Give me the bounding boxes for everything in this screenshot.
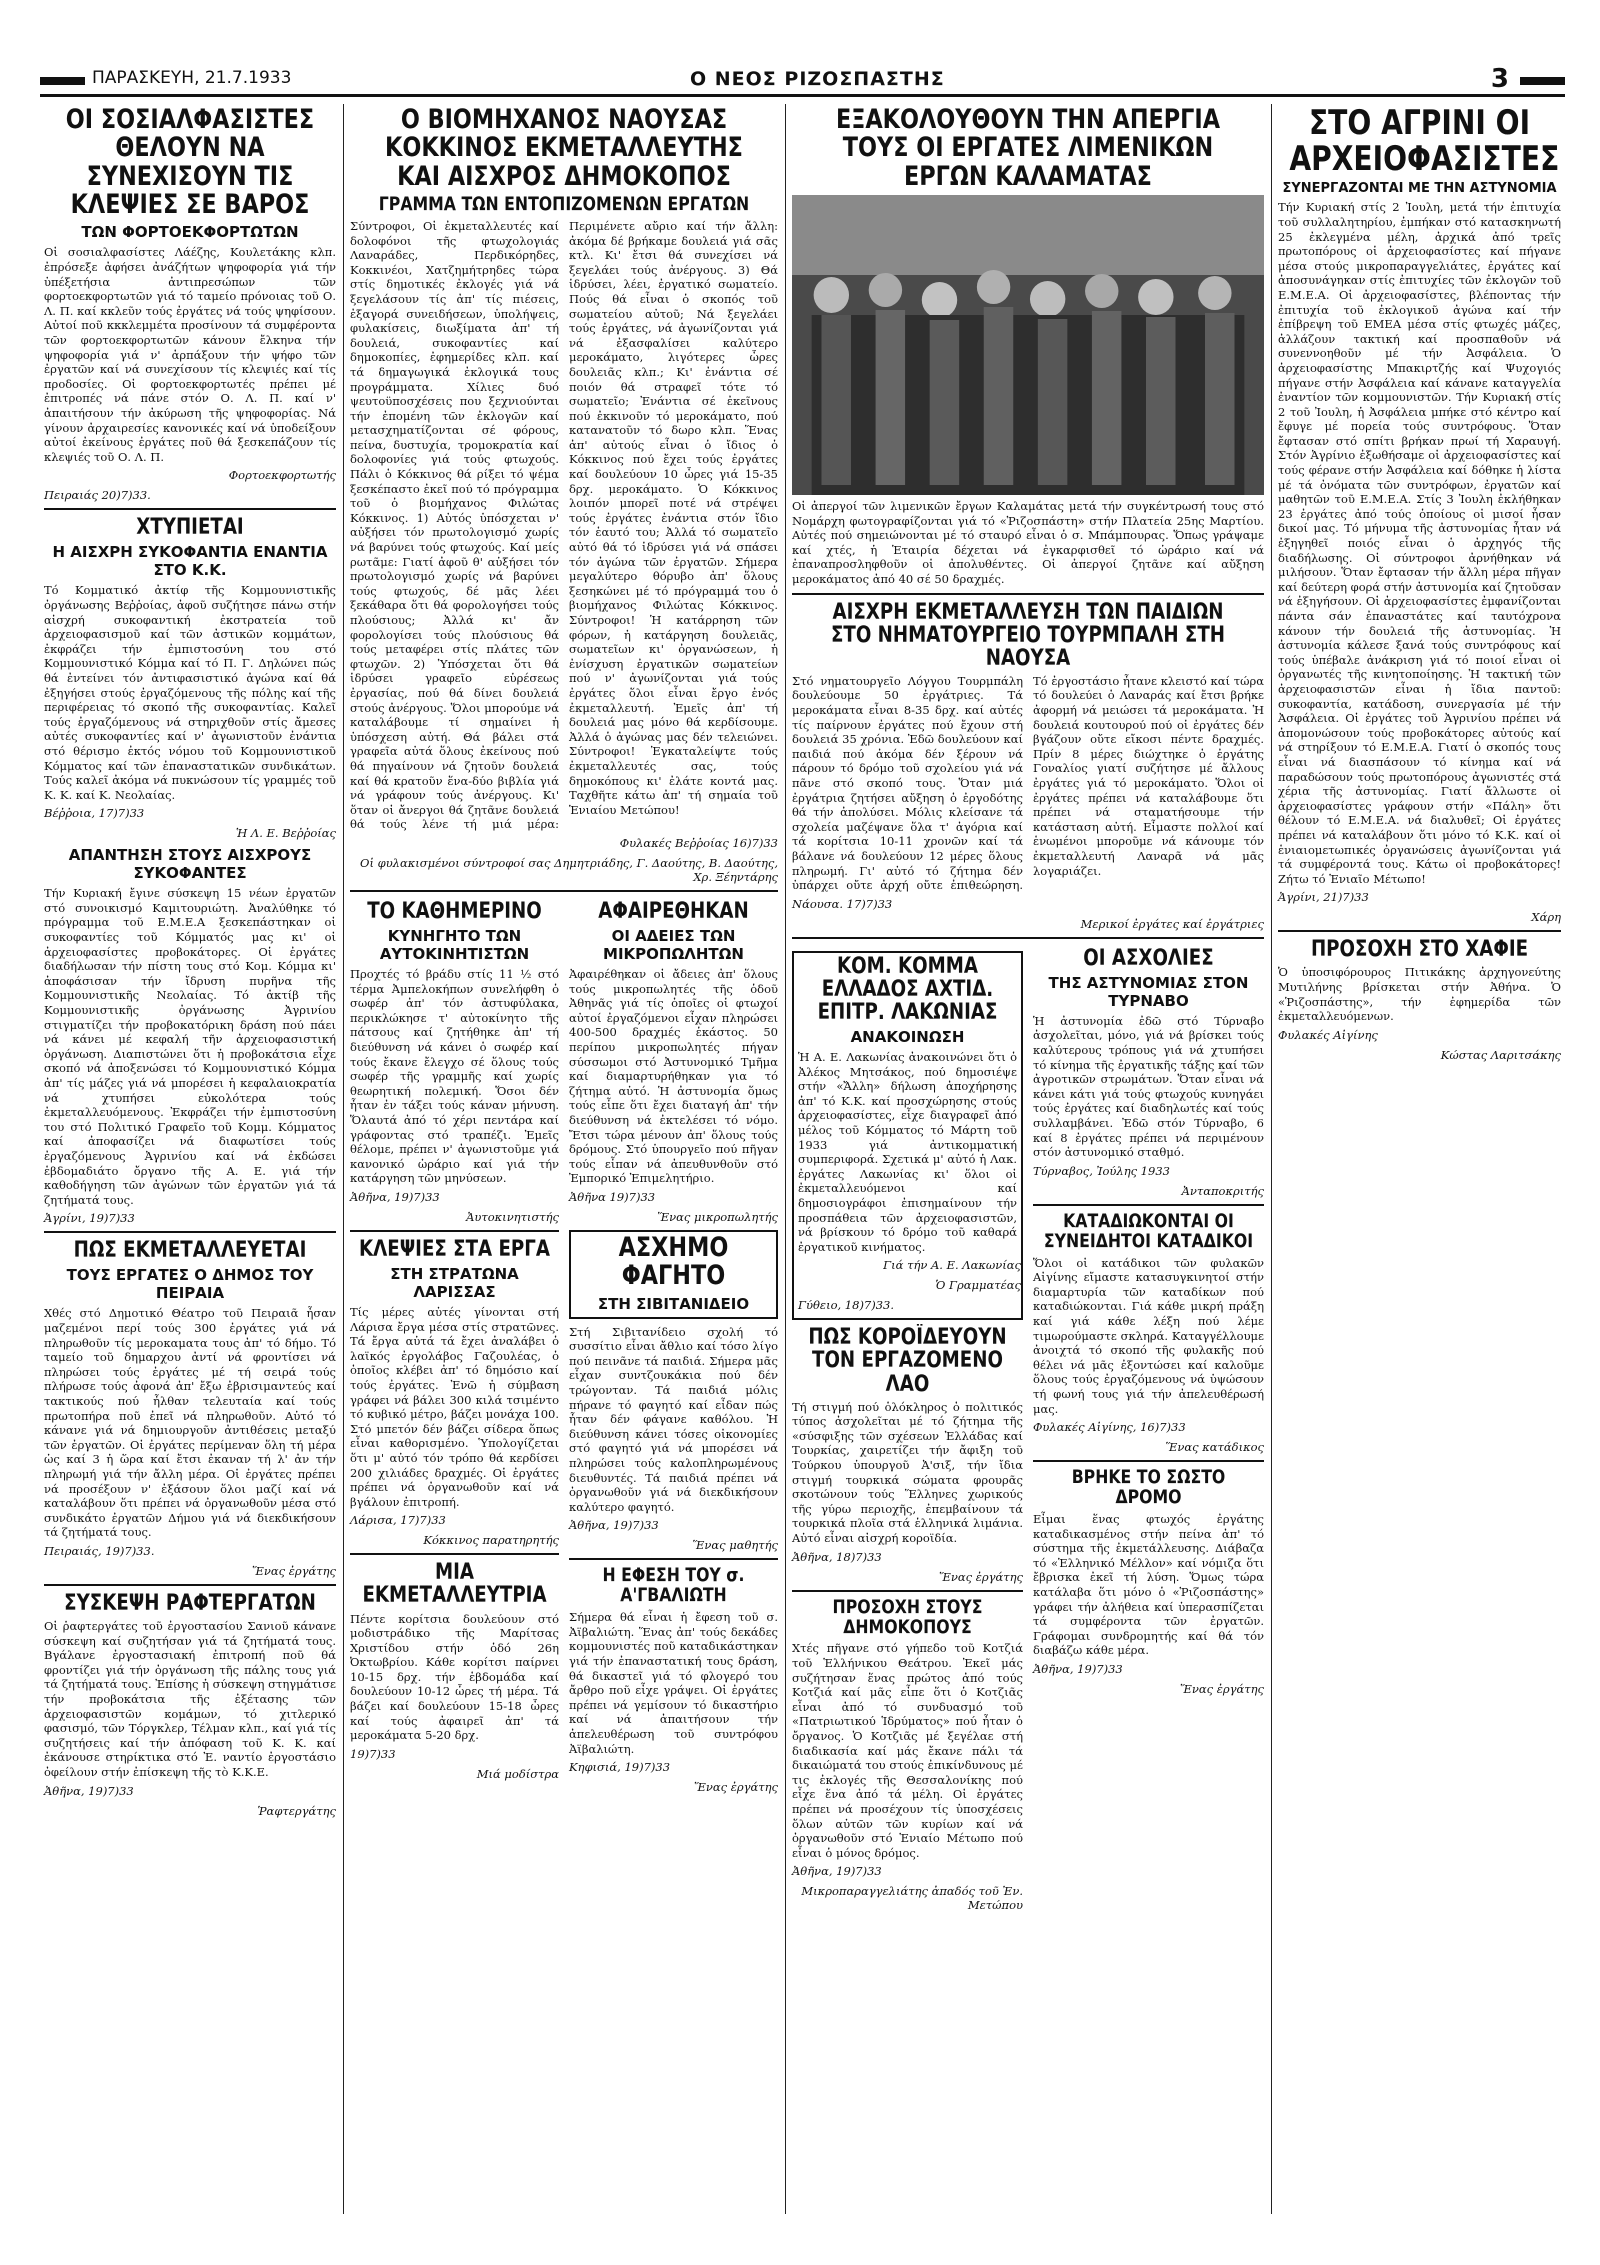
article-signature: Ἕνας ἐργάτης <box>1179 1682 1264 1697</box>
article-body: Εἶμαι ἕνας φτωχός ἐργάτης καταδικασμένος στήν πείνα ἀπ' τό σύστημα τῆς ἐκμετάλλευσης. Διάβαζα τό «Ἑλληνικό Μέλλον» καί νόμιζα ὅτι ἔβρισκα ἐκεῖ τή λύση. Ὅμως τώρα κατάλαβα ὅτι μόνο ὁ «Ῥιζοσπάστης» γράφει τήν ἀλήθεια καί ὑπερασπίζεται τά συμφέροντα τῶν ἐργατῶν. Γράφομαι συνδρομητής καί θά τόν διαβάζω κάθε μέρα. <box>1033 1512 1264 1658</box>
article-signature: Ἕνας κατάδικος <box>1165 1440 1264 1455</box>
photo-caption: Οἱ ἀπεργοί τῶν λιμενικῶν ἔργων Καλαμάτας μετά τήν συγκέντρωσή τους στό Νομάρχη φωτογραφίζονται γιά τό «Ῥιζοσπάστη» στήν Πλατεία 25ης Μαρτίου. Αὐτές πού σημειώνονται μέ τό σταυρό εἶναι ὁ σ. Μπάμπουρας. Ὅπως γράψαμε καί χτές, ἡ Ἑταιρία δέχεται νά ἐγκαρφισθεῖ τό ὡράριο καί νά ἐπαναπροσληφθοῦν οἱ ἀπολυθέντες. Οἱ ἀπεργοί ζητᾶνε καί αὔξηση μεροκάματος ἀπό 40 σέ 50 δραχμές. <box>792 499 1264 586</box>
subheadline: ΣΤΗ ΣΙΒΙΤΑΝΙΔΕΙΟ <box>597 1294 750 1313</box>
article-child-exploitation <box>792 601 1264 931</box>
article-signature: Μικροπαραγγελιάτης ἀπαδός τοῦ Ἐν. Μετώπου <box>801 1884 1023 1913</box>
divider <box>792 1590 1023 1592</box>
article-body: Τίς μέρες αὐτές γίνονται στή Λάρισα ἔργα μέσα στίς στρατῶνες. Τά ἔργα αὐτά τά ἔχει ἀναλάβει ὁ λαϊκός ἐργολάβος Γαζουλέας, ὁ ὁποῖος κλέβει ἀπ' τό δημόσιο καί τούς ἐργάτες. Ἐνῶ ἡ σύμβαση γράφει νά βάλει 300 κιλά τσιμέντο τό κυβικό μέτρο, βάζει μονάχα 100. Στό μπετόν δέν βάζει σίδερα ὅπως εἶναι καθορισμένο. Ὑπολογίζεται ὅτι μ' αὐτό τόν τρόπο θά κερδίσει 200 χιλιάδες δραχμές. Οἱ ἐργάτες πρέπει νά ὀργανωθοῦν καί νά βγάλουν ἐπιτροπή. <box>350 1305 559 1509</box>
subheadline: ΓΡΑΜΜΑ ΤΩΝ ΕΝΤΟΠΙΖΟΜΕΝΩΝ ΕΡΓΑΤΩΝ <box>378 193 750 216</box>
page-header <box>40 64 1565 94</box>
article-body: Ὅλοι οἱ κατάδικοι τῶν φυλακῶν Αἰγίνης εἴμαστε κατασυγκινητοί στήν διαμαρτυρία τῶν καταδίκων πού καταδιώκονται. Γιά κάθε μικρή πράξη καί γιά κάθε λέξη πού λέμε τιμωρούμαστε σκληρά. Καταγγέλλουμε ἀνοιχτά τό σκοπό τῆς φυλακῆς πού θέλει νά μᾶς ἐξοντώσει καί καλοῦμε ὅλους τούς ἐργαζόμενους νά ὑψώσουν τή φωνή τους γιά τήν ἀπελευθέρωσή μας. <box>1033 1255 1264 1416</box>
subheadline: ΟΙ ΑΔΕΙΕΣ ΤΩΝ ΜΙΚΡΟΠΩΛΗΤΩΝ <box>603 927 744 963</box>
striker-figure <box>977 270 1010 304</box>
divider <box>569 1558 778 1560</box>
article-body: Τό Κομματικό ἀκτίφ τῆς Κομμουνιστικῆς ὀργάνωσης Βεῤῥοίας, ἀφοῦ συζήτησε πάνω στήν αἰσχρή συκοφαντική ἐκστρατεία τοῦ ἀρχειοφασισμοῦ καί τῶν ἀστικῶν κομμάτων, ἐκφράζει τήν ἐμπιστοσύνη του στό Κομμουνιστικό Κόμμα καί τό Π. Γ. Δηλώνει πώς θά ἐντείνει τόν ἀντιφασιστικό ἀγώνα καί θά ἐξηγήσει στούς ἐργαζόμενους τῆς πόλης καί τῆς περιφέρειας τό σκοπό τῆς συκοφαντίας. Καλεῖ τούς ἐργαζόμενους νά στηριχθοῦν στίς ἄμεσες αὐτές συκοφαντίες καί ν' ἀγωνιστοῦν ἐνάντια στό θέρισμο ἐκτός νόμου τοῦ Κομμουνιστικοῦ Κόμματος καί τῶν ἐπαναστατικῶν συνδικάτων. Τούς καλεῖ ἀκόμα νά πυκνώσουν τίς γραμμές τοῦ Κ. Κ. καί Κ. Νεολαίας. <box>44 583 336 802</box>
article-signature: Κώστας Λαριτσάκης <box>1440 1047 1561 1062</box>
article-signature: Ἕνας μαθητής <box>692 1538 778 1553</box>
subheadline: Η ΑΙΣΧΡΗ ΣΥΚΟΦΑΝΤΙΑ ΕΝΑΝΤΙΑ ΣΤΟ Κ.Κ. <box>52 543 328 580</box>
headline: ΜΙΑ ΕΚΜΕΤΑΛΛΕΥΤΡΙΑ <box>362 1560 547 1609</box>
article-signature: Χάρη <box>1531 910 1561 925</box>
lower-left <box>792 945 1023 1919</box>
article-dateline: Λάρισα, 17)7)33 <box>350 1513 446 1528</box>
column-rule <box>343 104 344 2214</box>
article-dateline: Ἀθῆνα, 19)7)33 <box>1033 1662 1123 1677</box>
article-body: Προχτές τό βράδυ στίς 11 ½ στό τέρμα Ἀμπελοκήπων συνελήφθη ὁ σωφέρ ἀπ' τόν ἀστυφύλακα, περικλώκησε τ' αὐτοκίνητο τῆς πάτσους καί ζητήθηκε ἀπ' τή διεύθυνση νά κάνει ὁ σωφέρ καί τούς ἔκανε ἔλεγχο σέ ὅλους τούς σωφέρ τῆς γραμμῆς καί χωρίς θεωρητική πολεμική. Ὅσοι δέν ἦταν ἐν τάξει τούς κάναν μήνυση. Ὅλαυτά ἀπό τό χέρι πεντάρα καί γράφοντας στό τραπέζι. Ἐμεῖς θέλομε, πρέπει ν' ἀγωνιστοῦμε γιά κανονικό ὡράριο καί γιά τήν κατάργηση τῶν μηνύσεων. <box>350 967 559 1186</box>
headline: ΠΩΣ ΚΟΡΟΪΔΕΥΟΥΝ ΤΟΝ ΕΡΓΑΖΟΜΕΝΟ ΛΑΟ <box>808 1325 1007 1397</box>
divider <box>44 508 336 510</box>
article-dateline: Ἀγρίνι, 21)7)33 <box>1278 890 1369 905</box>
article-dateline: Βέῤῥοια, 17)7)33 <box>44 806 145 821</box>
article-informer <box>1278 938 1561 1061</box>
divider <box>1278 930 1561 932</box>
article-signature: Ἕνας ἐργάτης <box>938 1569 1023 1584</box>
header-rule <box>40 94 1565 97</box>
article-dateline: Φυλακές Αἰγίνης, 16)7)33 <box>1033 1420 1186 1435</box>
subheadline: ΣΥΝΕΡΓΑΖΟΝΤΑΙ ΜΕ ΤΗΝ ΑΣΤΥΝΟΜΙΑ <box>1282 181 1557 197</box>
article-dateline: Γύθειο, 18)7)33. <box>798 1298 895 1313</box>
article-dateline: Πειραιάς 20)7)33. <box>44 488 151 503</box>
article-body: Τή στιγμή πού ὁλόκληρος ὁ πολιτικός τύπος ἀσχολεῖται μέ τό ζήτημα τῆς «σύσφιξης τῶν σχέσεων Ἑλλάδας καί Τουρκίας, χαιρετίζει τήν ἄφιξη τοῦ Τούρκου ὑπουργοῦ Ἀ'σιξ, τήν ἴδια στιγμή τουρκικά σώματα φρουρᾶς σκοτώνουν τούς Ἕλληνες χωρικούς τῆς γύρω περιοχῆς, ἐπεμβαίνουν τά τουρκικά πλοῖα στά ἑλληνικά λιμάνια. Αὐτό εἶναι αἰσχρή κοροϊδία. <box>792 1399 1023 1545</box>
article-dateline: Ἀγρίνι, 19)7)33 <box>44 1211 135 1226</box>
column-1 <box>40 104 340 2214</box>
article-dateline: Τύρναβος, Ἰούλης 1933 <box>1033 1163 1170 1178</box>
headline: ΠΡΟΣΟΧΗ ΣΤΟ ΧΑΦΙΕ <box>1310 937 1529 963</box>
headline: ΣΥΣΚΕΨΗ ΡΑΦΤΕΡΓΑΤΩΝ <box>64 1590 316 1616</box>
article-signature: Φορτοεκφορτωτής <box>228 468 336 483</box>
headline: ΟΙ ΑΣΧΟΛΙΕΣ <box>1083 945 1214 971</box>
article-signature: Ἕνας μικροπωλητής <box>657 1209 778 1224</box>
issue-date: ΠΑΡΑΣΚΕΥΗ, 21.7.1933 <box>92 68 292 88</box>
headline: ΑΠΑΝΤΗΣΗ ΣΤΟΥΣ ΑΙΣΧΡΟΥΣ ΣΥΚΟΦΑΝΤΕΣ <box>68 846 312 883</box>
headline: ΧΤΥΠΙΕΤΑΙ <box>136 515 244 541</box>
column-3 <box>788 104 1268 2214</box>
lower-right <box>569 898 778 1800</box>
article-signature: Φυλακές Βεῤῥοίας 16)7)33 <box>619 835 778 850</box>
divider <box>350 890 778 892</box>
headline: ΑΣΧΗΜΟ ΦΑΓΗΤΟ <box>618 1231 729 1292</box>
striker-figure <box>1198 276 1231 310</box>
article-signatories: Οἱ φυλακισμένοι σύντροφοί σας Δημητριάδης, Γ. Δαούτης, Β. Δαούτης, Χρ. Ξέηντάρης <box>360 855 778 884</box>
divider <box>44 1231 336 1233</box>
article-body: Στό νηματουργεῖο Λόγγου Τουρμπάλη δουλεύουμε 50 ἐργάτριες. Τά μεροκάματα εἶναι 8-35 δρχ. καί αὐτές τίς παίρνουν ἐργάτες πού ἔχουν στή δουλειά 35 χρόνια. Ἐδῶ δουλεύουν καί παιδιά πού ἀκόμα δέν ξέρουν νά πάρουν τό δρόμο τοῦ σχολείου γιά νά πᾶνε στό σκοπό τους. Ὅταν μιά ἐργάτρια ζητήσει αὔξηση ὁ ἐργοδότης θά τήν ἀπολύσει. Μόλις κλείσανε τά σχολεία μαζέψανε ὅλα τ' ἀγόρια καί τά κορίτσια 10-11 χρονῶν καί τά βάλανε νά δουλεύουν 12 μέρες ὅλους πληρωμή. Γι' αὐτό τό ζήτημα δέν ὑπάρχει οὔτε ἀρχή οὔτε ἐπιθεώρηση. Τό ἐργοστάσιο ἦτανε κλειστό καί τώρα τό δουλεύει ὁ Λαναράς καί ἔτσι βρήκε ἀφορμή νά μειώσει τά μεροκάματα. Ἡ δουλειά κουτουρού πού οἱ ἐργάτες δέν βγάζουν οὔτε εἴκοσι πέντε δραχμές. Πρίν 8 μέρες διώχτηκε ὁ ἐργάτης Γοναλίος γιατί συζήτησε μέ ἄλλους ἐργάτες γιά τό μεροκάματο. Ὅλοι οἱ ἐργάτες πρέπει νά καταλάβουμε ὅτι πρέπει νά σταματήσουμε τήν κατάσταση αὐτή. Εἶμαστε πολλοί καί ἑνωμένοι μποροῦμε νά κάνουμε τόν ἐκμεταλλευτή Λαναρᾶ νά μᾶς λογαριάζει. <box>792 673 1264 893</box>
article-body: Οἱ σοσιαλφασίστες Λάέζης, Κουλετάκης κλπ. ἐπρόσεξε ἀφήσει ἀνάζήτων ψηφοφορία γιά τήν ὑπέξετήσια ἀντιπρεσώπων τῶν φορτοεκφορτωτῶν γιά τό ταμείο πρόνοιας τοῦ Ο. Λ. Π. καί κκλεῦν τούς ἐργάτες νά τούς ψηφίσουν. Αὐτοί ποῦ κκκλεμμέτα προσίνουν τά συμφέροντα τῶν φορτοεκφορτωτῶν κάνουν ἔλκηνα τήν ψηφοφορία γιά ν' ἁρπάξουν τήν ψήφο τῶν ἐργατῶν καί νά συνεχίσουν τίς κλεψιές καί τίς προδοσίες. Οἱ φορτοεκφορτωτές πρέπει μέ ἐπιτροπές νά πάνε στόν Ο. Λ. Π. καί ν' ἀπαιτήσουν τήν ἀκύρωση τῆς ψηφοφορίας. Νά γίνουν ἀρχαιρεσίες κανονικές καί νά ὑποδείξουν αὐτοί ἐκείνους ἐργάτες ποῦ θά ξεσκεπάζουν τίς κλεψιές τοῦ Ο. Λ. Π. <box>44 245 336 464</box>
article-slander <box>44 516 336 840</box>
lower-left <box>350 898 559 1800</box>
article-dateline: Νάουσα. 17)7)33 <box>792 896 893 911</box>
article-body: Ἡ ἀστυνομία ἐδῶ στό Τύρναβο ἀσχολεῖται, μόνο, γιά νά βρίσκει τούς καλύτερους τρόπους γιά νά χτυπήσει τό κίνημα τῆς ἐργατικῆς τάξης καί τῶν ἀγροτικῶν στρωμάτων. Ὅταν εἶναι νά κάνει κάτι γιά τούς φτωχούς κυνηγάει τούς ἐργάτες καί διαδηλωτές καί τούς συλλαμβάνει. Ἐδῶ στόν Τύρναβο, 6 καί 8 ἐργάτες πρέπει νά περιμένουν στόν ἀστυνομικό σταθμό. <box>1033 1013 1264 1160</box>
article-body: Τήν Κυριακή στίς 2 Ἰουλη, μετά τήν ἐπιτυχία τοῦ συλλαλητηρίου, ἐμπήκαν στό κατασκηνωτή 25 ἐκλεγμένα μέλη, ἀρχικά ἀπό τρεῖς πρωτοπόρους οἱ ἀρχειοφασίστες καί πήγανε μέσα στούς μικροπαραγγελιάτες, ἐργάτες καί ἀποσυνάγηκαν στίς ἐπιτυχίες τῶν ἐκλογῶν τοῦ Ε.Μ.Ε.Α. Οἱ ἀρχειοφασίστες, βλέποντας τήν ἐπιτυχία τοῦ ἐκλογικοῦ ἀγώνα καί τήν ἐπίβρεψη τοῦ ΕΜΕΑ μέσα στίς φτωχές μάζες, ἀλλάζουν τακτική καί προσπαθοῦν νά συνεννοηθοῦν μέ τήν Ἀσφάλεια. Ὁ ἀρχειοφασίστης Μπακιρτζής καί Ψυχογιός πήγανε στήν Ἀσφάλεια καί κάνανε καταγγελία ἐναντίον τῶν κομμουνιστῶν. Τήν Κυριακή στίς 2 τοῦ Ἰουλη, ἡ Ἀσφάλεια μπήκε στό κέντρο καί ἔφυγε μέ πορεία τούς συντρόφους. Ὅταν ἔφτασαν στό σπίτι βρήκαν πρωί τή Χαραυγή. Στόν Ἀγρίνιο ἐξωθήσαμε οἱ ἀρχειοφασίστες καί τούς φέρανε στήν Ἀσφάλεια καί δόθηκε ἡ λίστα μέ τά ὀνόματα τῶν συντρόφων, ἐργατῶν καί μαθητῶν τοῦ Ε.Μ.Ε.Α. Στίς 3 Ἰουλη ἐκλήθηκαν 23 ἐργάτες ἀπό τούς ὁποίους οἱ μισοί ἦσαν δικοί μας. Τό μήνυμα τῆς ἀστυνομίας ἦταν νά ἐξηγηθεῖ ποιός εἶναι ὁ ἀρχηγός τῆς διαδήλωσης. Οἱ σύντροφοι ἀρνήθηκαν νά μιλήσουν. Ὅταν ἔφτασαν τήν ἄλλη μέρα πῆγαν καί δεύτερη φορά στήν ἀστυνομία καί ζητοῦσαν νά ἐξηγήσουν. Οἱ ἀρχειοφασίστες ἐμφανίζονται πάντα σάν ἐπαναστάτες καί ταυτόχρονα κάνουν τήν δουλειά τῆς ἀστυνομίας. Ἡ ἀστυνομία κάλεσε ξανά τούς συντρόφους καί τούς ὑπέβαλε ἀνάκριση γιά τό ποιοί εἶναι οἱ ὀργανωτές τῆς κινητοποίησης. Ἡ τακτική τῶν ἀρχειοφασιστῶν εἶναι ἡ ἴδια παντοῦ: συκοφαντία, κατάδοση, συνεργασία μέ τήν Ἀσφάλεια. Οἱ ἐργάτες τοῦ Ἀγρινίου πρέπει νά ἀπομονώσουν τούς προβοκάτορες αὐτούς καί νά στηρίξουν τό Ε.Μ.Ε.Α. Γιατί ὁ σκοπός τους εἶναι νά διασπάσουν τό κίνημα καί νά παραδώσουν τούς πρωτοπόρους ἀγωνιστές στά χέρια τῆς ἀστυνομίας. Γιατί ἄλλωστε οἱ ἀρχειοφασίστες γράφουν στήν «Πάλη» ὅτι θέλουν τό Ε.Μ.Ε.Α. νά διαλυθεῖ; Οἱ ἐργάτες πρέπει νά καταλάβουν ὅτι μόνο τό Κ.Κ. καί οἱ ἑνιαιομετωπικές ὀργανώσεις ἀγωνίζονται γιά τά συμφέροντά τους. Κάτω οἱ προβοκάτορες! Ζήτω τό Ἑνιαῖο Μέτωπο! <box>1278 200 1561 886</box>
article-dateline: Ἀθῆνα, 19)7)33 <box>44 1783 134 1798</box>
column-2 <box>346 104 782 2214</box>
column-4 <box>1274 104 1565 2214</box>
header-bar-right <box>1520 77 1565 85</box>
article-freight-workers <box>44 106 336 502</box>
article-signature: Ἀνταποκριτής <box>1181 1183 1264 1198</box>
headline: ΑΦΑΙΡΕΘΗΚΑΝ <box>598 898 749 924</box>
article-signature: Ἕνας ἐργάτης <box>693 1780 778 1795</box>
article-body: Ὁ ὑποσιφόρουρος Πιτικάκης ἀρχηγονεύτης Μυτιλήνης βρίσκεται στήν Ἀθήνα. Ὁ «Ῥιζοσπάστης», τήν ἐφημερίδα τῶν ἐκμεταλλευόμενων. <box>1278 965 1561 1024</box>
article-kalamata-strike <box>792 106 1264 587</box>
headline: ΚΛΕΨΙΕΣ ΣΤΑ ΕΡΓΑ <box>359 1236 550 1262</box>
article-dateline: Ἀθῆνα, 19)7)33 <box>569 1518 659 1533</box>
article-signature: Ἕνας ἐργάτης <box>251 1563 336 1578</box>
header-bar-left <box>40 77 85 85</box>
article-signature: Ἀυτοκινητιστής <box>466 1209 559 1224</box>
article-tailors <box>44 1592 336 1818</box>
striker-figure <box>1030 281 1065 317</box>
article-dateline: Ἀθῆνα, 19)7)33 <box>792 1864 882 1879</box>
striker-figure <box>869 273 902 307</box>
article-signature: Μιά μοδίστρα <box>476 1766 559 1781</box>
headline: ΤΟ ΚΑΘΗΜΕΡΙΝΟ <box>367 898 542 924</box>
headline: ΣΤΟ ΑΓΡΙΝΙ ΟΙ ΑΡΧΕΙΟΦΑΣΙΣΤΕΣ <box>1289 104 1560 179</box>
column-rule <box>785 104 786 2214</box>
article-for: Γιά τήν Α. Ε. Λακωνίας <box>883 1258 1021 1273</box>
article-body: Ἀφαιρέθηκαν οἱ ἄδειες ἀπ' ὅλους τούς μικροπωλητές τῆς ὁδοῦ Ἀθηνᾶς γιά τίς ὁποῖες οἱ φτωχοί αὐτοί ἐργαζόμενοι εἶχαν πληρώσει 400-500 δραχμές ἑκάστος. 50 περίπου μικροπωλητές πήγαν σύσσωμοι στό Ἀστυνομικό Τμῆμα καί διαμαρτυρήθηκαν για τό ζήτημα αὐτό. Ἡ ἀστυνομία ὅμως τούς εἶπε ὅτι ἔχει διαταγή ἀπ' τήν διεύθυνση νά ἐκτελέσει τό νόμο. Ἔτσι τώρα μένουν ἀπ' ὅλους τούς δρόμους. Στό ὑπουργεῖο πού πῆγαν τούς εἶπαν νά ἀπευθυνθοῦν στό Ἐμπορικό Ἐπιμελητήριο. <box>569 967 778 1186</box>
article-signature: Ἡ Λ. Ε. Βεῤῥοίας <box>235 826 336 841</box>
boxed-article <box>569 1230 778 1319</box>
headline: Ο ΒΙΟΜΗΧΑΝΟΣ ΝΑΟΥΣΑΣ ΚΟΚΚΙΝΟΣ ΕΚΜΕΤΑΛΛΕΥΤΗΣ ΚΑΙ ΑΙΣΧΡΟΣ ΔΗΜΟΚΟΠΟΣ <box>385 104 743 192</box>
lower-right <box>1033 945 1264 1919</box>
article-body: Οἱ ῥαφτεργάτες τοῦ ἐργοστασίου Σανιοῦ κάνανε σύσκεψη καί συζητήσαν γιά τά ζητήματά τους. Βγάλανε ἐργοστασιακή ἐπιτροπή ποῦ θά φροντίζει γιά τήν ὀργάνωση τῆς πάλης τους γιά τά ζητήματά τους. Ἐπίσης ἡ σύσκεψη στηγμάτισε τήν προβοκάτσια τῆς ἐξέτασης τῶν ἀρχειοφασιστῶν κομάμων, τό χιτλερικό φασισμό, τῶν Τόργκλερ, Τέλμαν κλπ., καί γιά τίς συζητήσεις καί τήν ἀπόφαση τοῦ Κ. Κ. καί ἐκάνουσε στηρίκτικα στό Ἐ. ναντίο ἐργοστάσιο ὀφείλουν στήν ἐπίσκεψη τῆς τὸ Κ.Κ.Ε. <box>44 1619 336 1779</box>
article-body: Τήν Κυριακή ἔγινε σύσκεψη 15 νέων ἐργατῶν στό συνοικισμό Καμιτουριώτη. Ἀναλύθηκε τό πρόγραμμα τοῦ Ε.Μ.Ε.Α ξεσκεπάστηκαν οἱ συκοφαντίες τοῦ Κόμματός μας κι' οἱ ἀρχειοφασίστες προβοκάτορες. Οἱ ἐργάτες διαδήλωσαν τήν πίστη τους στό Κομ. Κόμμα κι' ἀποφάσισαν τήν ἴδρυση πυρῆνα τῆς Κομμουνιστικῆς Νεολαίας. Τό ἀκτίβ τῆς Κομμουνιστικῆς ὀργάνωσης Ἀγρινίου στιγματίζει τήν προβοκατόρικη δράση πού πάει νά κάνει μέ κεφαλή τῆν ἀρχειοφασιστική ὀργάνωση. Διαπιστώνει ὅτι ἡ προβοκάτσια εἶχε σκοπό νά ἀποξενώσει τό Κομμουνιστικό Κόμμα ἀπ' τίς μάζες γιά νά μπορέσει ἡ κεφαλαιοκρατία νά χτυπήσει εὐκολότερα τούς ἐκμεταλλευόμενους. Ἐκφράζει τήν ἐμπιστοσύνη του στό Πολιτικό Γραφεῖο τοῦ Κομμ. Κόμματος καί ἀποφασίζει νά διαφωτίσει τούς ἐργαζόμενους Ἀγρινίου καί νά ἐκδώσει ἑβδομαδιάτο ὄργανο τῆς Α. Ε. γιά τήν καθοδήγηση τῶν ἀγώνων τῶν ἐργατῶν γιά τά ζητήματά τους. <box>44 886 336 1207</box>
divider <box>1033 1204 1264 1206</box>
subheadline: ΤΟΥΣ ΕΡΓΑΤΕΣ Ο ΔΗΜΟΣ ΤΟΥ ΠΕΙΡΑΙΑ <box>66 1266 314 1303</box>
article-body: Χτές πῆγανε στό γήπεδο τοῦ Κοτζιά τοῦ Ἑλλήνικου Θεάτρου. Ἐκεῖ μάς συζήτησαν ἕνας πρώτος ἀπό τούς Κοτζιά καί μᾶς εἶπε ὅτι ὁ Κοτζιᾶς εἶναι ἀπό τό συνδυασμό τοῦ «Πατριωτικού Ἱδρύματος» πού ἦταν ὁ ὄργανος. Ὁ Κοτζιᾶς μέ ξεγέλαε στή διαδικασία καί μάς ἔκανε πάλι τά δικαιώματά του στούς ἐπικίνδυνους μέ τις ἐκλογές τῆς Θεσσαλονίκης πού εἶχε ἕνα ἀπό τά μέλη. Οἱ ἐργάτες πρέπει νά προσέχουν τίς ὑποσχέσεις ὅλων αὐτῶν τῶν κυρίων καί νά ὀργανωθοῦν στό Ἑνιαίο Μέτωπο πού εἶναι ὁ μόνος δρόμος. <box>792 1641 1023 1860</box>
article-signature: Κόκκινος παρατηρητής <box>423 1533 559 1548</box>
newspaper-title: Ο ΝΕΟΣ ΡΙΖΟΣΠΑΣΤΗΣ <box>690 68 945 90</box>
article-body: Στή Σιβιτανίδειο σχολή τό συσσίτιο εἶναι ἄθλιο καί τόσο λίγο πού πεινᾶνε τά παιδιά. Σήμερα μᾶς εἶχαν συντζουκάκια πού δέν τρώγονταν. Τά παιδιά μόλις πήρανε τό φαγητό καί εἶδαν πώς ἦταν δέν φάγανε καθόλου. Ἡ διεύθυνση κάνει τόσες οἰκονομίες στό φαγητό γιά νά μπορέσει νά πληρώσει τούς καλοπληρωμένους διευθυντές. Τά παιδιά πρέπει νά ὀργανωθοῦν γιά νά διεκδικήσουν καλύτερο φαγητό. <box>569 1324 778 1514</box>
strike-photo <box>792 195 1264 495</box>
striker-figure <box>1085 274 1118 308</box>
subheadline: ΣΤΗ ΣΤΡΑΤΩΝΑ ΛΑΡΙΣΣΑΣ <box>390 1265 519 1301</box>
headline: ΕΞΑΚΟΛΟΥΘΟΥΝ ΤΗΝ ΑΠΕΡΓΙΑ ΤΟΥΣ ΟΙ ΕΡΓΑΤΕΣ ΛΙΜΕΝΙΚΩΝ ΕΡΓΩΝ ΚΑΛΑΜΑΤΑΣ <box>835 104 1221 192</box>
headline: Η ΕΦΕΣΗ ΤΟΥ σ. Α'ΓΒΑΛΙΩΤΗ <box>602 1564 745 1607</box>
subheadline: ΤΩΝ ΦΟΡΤΟΕΚΦΟΡΤΩΤΩΝ <box>81 223 299 242</box>
headline: ΚΑΤΑΔΙΩΚΟΝΤΑΙ ΟΙ ΣΥΝΕΙΔΗΤΟΙ ΚΑΤΑΔΙΚΟΙ <box>1043 1209 1254 1252</box>
lower-row <box>350 898 778 1800</box>
headline: ΠΩΣ ΕΚΜΕΤΑΛΛΕΥΕΤΑΙ <box>73 1238 307 1264</box>
divider <box>792 937 1264 939</box>
subheadline: ΤΗΣ ΑΣΤΥΝΟΜΙΑΣ ΣΤΟΝ ΤΥΡΝΑΒΟ <box>1048 973 1249 1010</box>
boxed-article <box>792 951 1023 1321</box>
page-number: 3 <box>1490 64 1509 94</box>
article-agrinio <box>1278 106 1561 924</box>
article-dateline: Ἀθῆνα, 19)7)33 <box>350 1189 440 1204</box>
headline: ΟΙ ΣΟΣΙΑΛΦΑΣΙΣΤΕΣ ΘΕΛΟΥΝ ΝΑ ΣΥΝΕΧΙΣΟΥΝ ΤΙΣ ΚΛΕΨΙΕΣ ΣΕ ΒΑΡΟΣ <box>65 104 315 221</box>
article-dateline: Πειραιάς, 19)7)33. <box>44 1543 155 1558</box>
divider <box>1033 1460 1264 1462</box>
article-from: Φυλακές Αἰγίνης <box>1278 1027 1378 1042</box>
divider <box>792 593 1264 595</box>
article-dateline: 19)7)33 <box>350 1746 396 1761</box>
headline: ΒΡΗΚΕ ΤΟ ΣΩΣΤΟ ΔΡΟΜΟ <box>1071 1466 1226 1509</box>
article-body: Σήμερα θά εἶναι ἡ ἔφεση τοῦ σ. Ἀϊβαλιώτη. Ἕνας ἀπ' τούς δεκάδες κομμουνιστές ποῦ καταδικάστηκαν γιά τήν ἐπαναστατική τους δράση, θά δικαστεῖ γιά τό φλογερό του ἄρθρο ποῦ εἶχε γράψει. Οἱ ἐργάτες πρέπει νά γεμίσουν τό δικαστήριο καί νά ἀπαιτήσουν τήν ἀπελευθέρωση τοῦ συντρόφου Ἀϊβαλιώτη. <box>569 1610 778 1756</box>
article-body: Πέντε κορίτσια δουλεύουν στό μοδιστράδικο τῆς Μαρίτσας Χριστίδου στήν ὁδό 26η Ὀκτωβρίου. Κάθε κορίτσι παίρνει 10-15 δρχ. τήν ἑβδομάδα καί δουλεύουν 10-12 ὧρες τή μέρα. Τά βάζει καί δουλεύουν 15-18 ὧρες καί τούς ἀφαιρεῖ ἀπ' τά μεροκάματα 5-20 δρχ. <box>350 1611 559 1743</box>
lower-row <box>792 945 1264 1919</box>
article-naousa-industrialist <box>350 106 778 884</box>
article-body: Χθές στό Δημοτικό Θέατρο τοῦ Πειραιᾶ ἦσαν μαζεμένοι περί τούς 300 ἐργάτες γιά νά πληρωθοῦν τίς μεροκαματα τους ἀπ' τό δήμο. Τό ταμείο τοῦ δημαρχου ἀντί νά φροντίσει νά πληρώσει τούς ἐργάτες μέ τή σειρά τούς πλήρωσε τούς ἀφονά ἀπ' ἔξω ἐβρισιμαντεύς καί τακτικούς πού ἦλθαν τελευταία καί τούς πρωτοπήρα ποῦ ἐπεῖ νά πληρωθοῦν. Αὐτό τό κάνανε γιά νά δημιουργοῦν ἀντιθέσεις μεταξύ τῶν ἐργατῶν. Οἱ ἐργάτες περίμεναν ὅλη τή μέρα ὡς καί 3 ἡ ὥρα καί ἔτσι ἐκαναν τή λ' ἀν τήν πληρωμή γιά τήν ἄλλη μέρα. Οἱ ἐργάτες πρέπει νά προσέξουν ν' ἐξάσουν ὅλοι μαζί καί νά καταλάβουν ὅτι πρέπει νά ὀργανωθοῦν μέσα στό συνδικάτο ἐργατῶν Δήμου γιά νά διεκδικήσουν τά ζητήματά τους. <box>44 1306 336 1540</box>
subheadline: ΚΥΝΗΓΗΤΟ ΤΩΝ ΑΥΤΟΚΙΝΗΤΙΣΤΩΝ <box>379 927 530 963</box>
article-dateline: Ἀθῆνα, 18)7)33 <box>792 1549 882 1564</box>
divider <box>44 1584 336 1586</box>
headline: ΚΟΜ. ΚΟΜΜΑ ΕΛΛΑΔΟΣ ΑΧΤΙΔ. ΕΠΙΤΡ. ΛΑΚΩΝΙΑΣ <box>817 953 998 1025</box>
headline: ΑΙΣΧΡΗ ΕΚΜΕΤΑΛΛΕΥΣΗ ΤΩΝ ΠΑΙΔΙΩΝ ΣΤΟ ΝΗΜΑΤΟΥΡΓΕΙΟ ΤΟΥΡΜΠΑΛΗ ΣΤΗ ΝΑΟΥΣΑ <box>830 599 1226 671</box>
article-body: Ἡ Α. Ε. Λακωνίας ἀνακοινώνει ὅτι ὁ Ἀλέκος Μητσάκος, πού δημοσιέψε στήν «Ἄλλη» δήλωση ἀποχήρησης ἀπ' τό Κ.Κ. καί προσχώρησης στούς ἀρχειοφασίστες, εἶχε διαγραφεῖ ἀπό μέλος τοῦ Κόμματος τό Μάρτη τοῦ 1933 γιά ἀντικομματική συμπεριφορά. Σχετικά μ' αὐτό ἡ Λακ. ἐργάτες Λακωνίας κι' ὅλοι οἱ ἐκμεταλλευόμενοι καί δημοσιογράφοι ἐπισημαίνουν τήν προσπάθεια τῶν ἀρχειοφασιστῶν, νά βρίσκουν τό δρόμο τοῦ καθαρά ἐργατικοῦ κινήματος. <box>798 1050 1017 1254</box>
divider <box>350 1553 559 1555</box>
striker-figure <box>814 277 849 313</box>
article-dateline: Κηφισιά, 19)7)33 <box>569 1760 671 1775</box>
striker-figure <box>1138 279 1173 315</box>
article-signature: Ῥαφτεργάτης <box>257 1803 336 1818</box>
article-piraeus <box>44 1239 336 1578</box>
headline: ΠΡΟΣΟΧΗ ΣΤΟΥΣ ΔΗΜΟΚΟΠΟΥΣ <box>832 1595 983 1638</box>
striker-figure <box>922 282 957 318</box>
article-dateline: Ἀθῆνα 19)7)33 <box>569 1189 656 1204</box>
divider <box>350 1230 559 1232</box>
subheadline: ΑΝΑΚΟΙΝΩΣΗ <box>850 1028 965 1047</box>
column-rule <box>1271 104 1272 2214</box>
article-signature: Ὁ Γραμματέας <box>935 1278 1021 1293</box>
article-body: Σύντροφοι, Οἱ ἐκμεταλλευτές καί δολοφόνοι τῆς φτωχολογιάς Λαναράδες, Περδικόρηδες, Κοκκινέοι, Χατζημήτρηδες τώρα στίς δημοτικές ἐκλογές γιά νά ξεγελάσουν τίς ἀπ' τίς πιέσεις, ἐξαγορά συνειδήσεων, ὑπολήψεις, φυλακίσεις, διωξίματα ἀπ' τή δουλειά, συκοφαντίες καί δημοκοπίες, ἐφημερίδες κλπ. καί τά δημαγωγικά ἐκλογικά τους προγράμματα. Χίλιες δυό ψευτοϋποσχέσεις που ξεχνιούνται τήν ἐπομένη τῶν ἐκλογῶν καί μετασχηματίζονται σέ φόρους, πείνα, δυστυχία, τρομοκρατία καί δολοφονίες γιά τούς φτωχούς. Πάλι ὁ Κόκκινος θά ρίξει τό ψέμα ξεσκέπαστο ἐκεῖ πού τό πρόγραμμα τοῦ ὁ βιομήχανος Φιλώτας Κόκκινος. 1) Αὐτός ὑπόσχεται ν' αὐξήσει τόν πρωτολογισμό χωρίς νά βαρύνει τούς φτωχούς. Καί μείς ρωτᾶμε: Γιατί ἀφοῦ θ' αὐξήσει τόν πρωτολογισμό χωρίς νά βαρύνει τούς φτωχούς, δέ μᾶς λέει ξεκάθαρα ὅτι θά φορολογήσει τούς πλούσιους; Ἀλλά κι' ἄν φορολογίσει τούς πλούσιους θά τούς μεταφέρει στίς πλάτες τῶν φτωχῶν. 2) Ὑπόσχεται ὅτι θά ἱδρύσει γραφεῖο εὑρέσεως ἐργασίας, πού θά δίνει δουλειά στούς ἀνέργους. Ὅλοι μπορούμε νά καταλάβουμε τί σημαίνει ἡ ὑπόσχεση αὐτή. Θά βάλει στά γραφεῖα αὐτά ὅλους ἐκείνους πού θά πηγαίνουν νά ζητοῦν δουλειά καί θά κρατοῦν ἕνα-δύο βιβλία γιά νά γράφουν τούς ἀνέργους. Κι' ὅταν οἱ ἄνεργοι θά ζητᾶνε δουλειά θά τούς λένε τή μιά μέρα: Περιμένετε αὔριο καί τήν ἄλλη: ἀκόμα δέ βρήκαμε δουλειά γιά σᾶς κτλ. Κι' ἔτσι θά συνεχίσει νά ξεγελάει τούς ἀνέργους. 3) Θά ἱδρύσει, λέει, ἐργατικό σωματείο. Πούς θά εἶναι ὁ σκοπός τοῦ σωματείου αὐτοῦ; Νά ξεγελάει τούς ἐργάτες, νά ἀγωνίζονται γιά νά ἐξασφαλίσει καλύτερο μεροκάματο, λιγότερες ὧρες δουλειᾶς κλπ.; Κι' ἐνάντια σέ ποιόν θά στραφεῖ τότε τό σωματεῖο; Ἐνάντια σέ ἐκεῖνους πού ἐκκινοῦν τό μεροκάματο, πού κατανατοῦν τό δωρο κλπ. Ἕνας ἀπ' αὐτούς εἶναι ὁ ἴδιος ὁ Κόκκινος πού ἔχει τούς ἐργάτες καί δουλεύουν 10 ὧρες γιά 15-35 δρχ. μεροκάματο. Ὁ Κόκκινος λοιπόν μπορεῖ ποτέ νά στρέψει τούς ἐργάτες ἐνάντια στόν ἴδιο τόν ἑαυτό του; Ἀλλά τό σωματεῖο αὐτό θά τό ἱδρύσει γιά νά σπάσει τόν ἀγώνα τῶν ἐργατῶν. Σήμερα μεγαλύτερο θόρυβο ἀπ' ὅλους ξεσηκώνει μέ τό πρόγραμμά του ὁ βιομήχανος Φιλώτας Κόκκινος. Σύντροφοι! Ἡ κατάρρηση τῶν φόρων, ἡ κατάργηση δουλειᾶς, σωματεῖων κι' ὀργανώσεων, ἡ ἐνίσχυση ἐργατικῶν σωματείων πού ν' ἀγωνίζονται γιά τούς ἐργάτες ὅλοι εἶναι ἔργο ἐνός ἐκμεταλλευτή. Ἐμεῖς ἀπ' τή δουλειά μας μόνο θά κερδίσουμε. Ἀλλά ὁ ἀγώνας μας δέν τελειώνει. Σύντροφοι! Ἐγκαταλείψτε τούς ἐκμεταλλευτές σας, τούς δημοκόπους κι' ἐλάτε κοντά μας. Ταχθῆτε κάτω ἀπ' τή σημαία τοῦ Ἑνιαίου Μετώπου! <box>350 218 778 832</box>
article-signature: Μερικοί ἐργάτες καί ἐργάτριες <box>1080 916 1264 931</box>
article-reply <box>44 846 336 1225</box>
